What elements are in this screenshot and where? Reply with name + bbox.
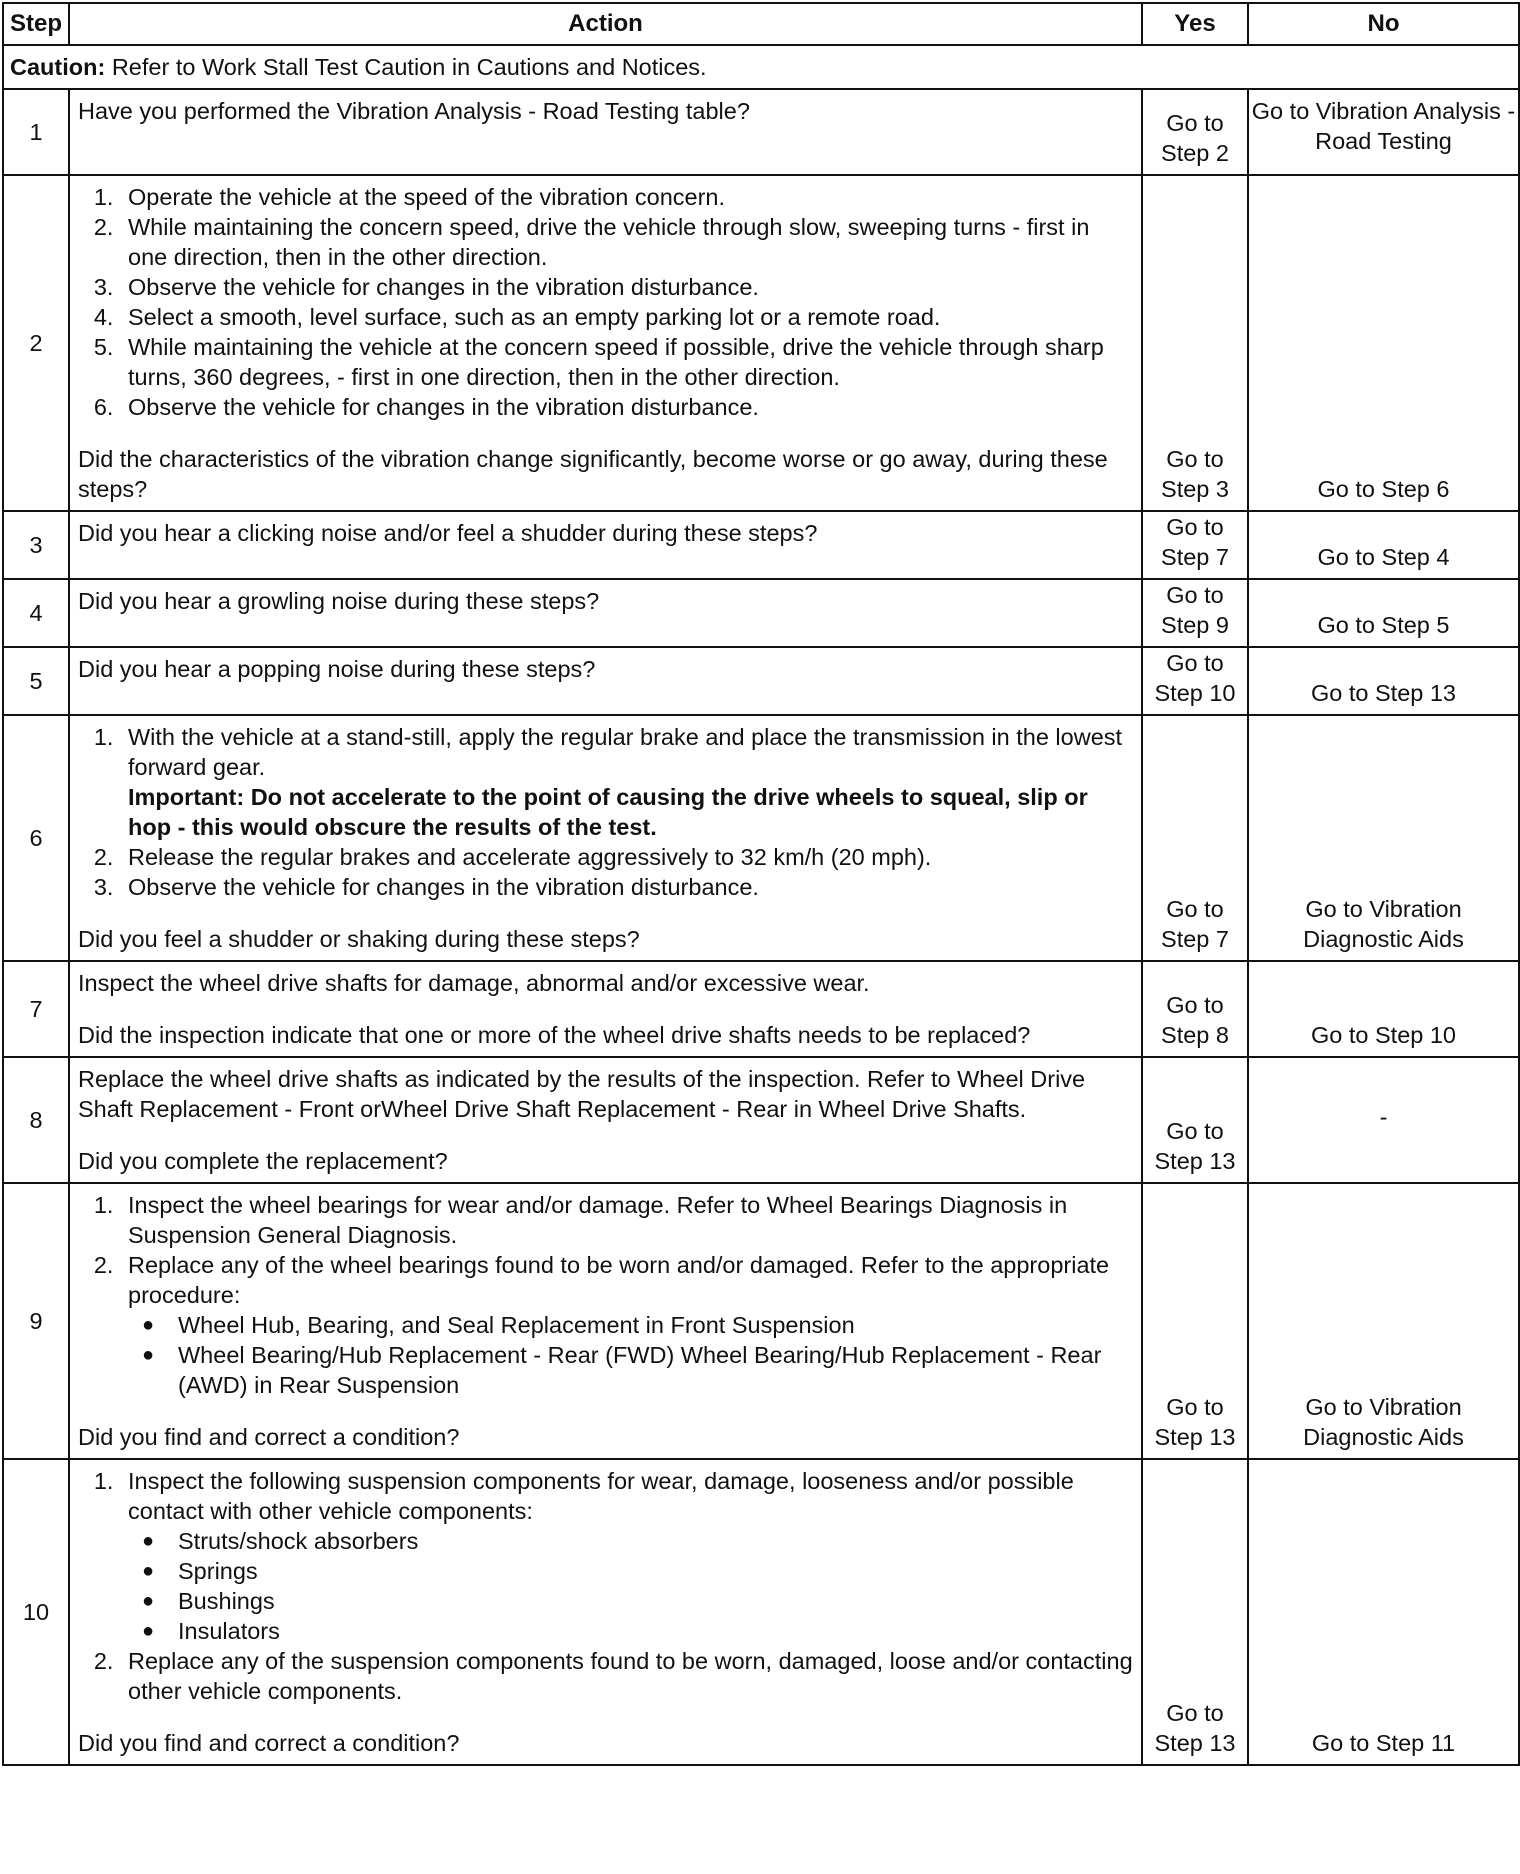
question-text: Did you complete the replacement?: [78, 1148, 448, 1174]
action-cell: [69, 961, 1142, 1057]
list-item: 3. Observe the vehicle for changes in the vibration disturbance.: [120, 272, 1133, 302]
list-item: 5. While maintaining the vehicle at the concern speed if possible, drive the vehicle through sharp turns, 360 degrees, - first in one direction, then in the other direction.: [120, 332, 1133, 392]
step-number: 5: [3, 647, 69, 715]
no-link[interactable]: Go to Step 11: [1248, 1459, 1519, 1765]
list-item-text: 1. With the vehicle at a stand-still, apply the regular brake and place the transmission in the lowest forward gear.: [128, 724, 1123, 780]
yes-link[interactable]: Go to Step 13: [1142, 1183, 1248, 1459]
no-link[interactable]: Go to Vibration Diagnostic Aids: [1248, 715, 1519, 961]
header-no: No: [1248, 3, 1519, 45]
step-number: 9: [3, 1183, 69, 1459]
yes-link[interactable]: Go to Step 10: [1142, 647, 1248, 715]
yes-link[interactable]: Go to Step 13: [1142, 1459, 1248, 1765]
bullet-item: ● Struts/shock absorbers: [170, 1526, 1133, 1556]
action-cell: [69, 1183, 1142, 1459]
procedure-list: [78, 1466, 1133, 1706]
step-number: 4: [3, 579, 69, 647]
bullet-list: [128, 1526, 1133, 1646]
step-number: 7: [3, 961, 69, 1057]
list-item: 2. Release the regular brakes and accelerate aggressively to 32 km/h (20 mph).: [120, 842, 1133, 872]
bullet-list: [128, 1310, 1133, 1400]
question-text: Did you hear a growling noise during these steps?: [78, 588, 600, 614]
yes-link[interactable]: Go to Step 7: [1142, 511, 1248, 579]
header-yes: Yes: [1142, 3, 1248, 45]
header-step: Step: [3, 3, 69, 45]
question-text: Have you performed the Vibration Analysis - Road Testing table?: [78, 98, 750, 124]
table-row: [3, 1057, 1519, 1183]
bullet-item: ● Insulators: [170, 1616, 1133, 1646]
action-cell: [69, 511, 1142, 579]
no-link[interactable]: Go to Step 6: [1248, 175, 1519, 511]
caution-label: Caution:: [10, 54, 106, 80]
procedure-list: [78, 182, 1133, 422]
yes-link[interactable]: Go to Step 13: [1142, 1057, 1248, 1183]
list-item: 2. Replace any of the suspension components found to be worn, damaged, loose and/or contacting other vehicle components.: [120, 1646, 1133, 1706]
list-item-text: 2. Replace any of the wheel bearings found to be worn and/or damaged. Refer to the appropriate procedure:: [128, 1252, 1110, 1308]
table-row: [3, 579, 1519, 647]
question-text: Did you feel a shudder or shaking during these steps?: [78, 926, 640, 952]
step-number: 8: [3, 1057, 69, 1183]
action-cell: [69, 647, 1142, 715]
table-row: [3, 961, 1519, 1057]
bullet-item: ● Wheel Hub, Bearing, and Seal Replacement in Front Suspension: [170, 1310, 1133, 1340]
instruction-text: Inspect the wheel drive shafts for damage, abnormal and/or excessive wear.: [78, 970, 870, 996]
list-item: [120, 722, 1133, 842]
step-number: 2: [3, 175, 69, 511]
yes-link[interactable]: Go to Step 7: [1142, 715, 1248, 961]
step-number: 1: [3, 89, 69, 175]
list-item: [120, 1250, 1133, 1400]
bullet-item: ● Wheel Bearing/Hub Replacement - Rear (FWD) Wheel Bearing/Hub Replacement - Rear (AWD) in Rear Suspension: [170, 1340, 1133, 1400]
question-text: Did you hear a popping noise during these steps?: [78, 656, 596, 682]
yes-link[interactable]: Go to Step 3: [1142, 175, 1248, 511]
no-link[interactable]: Go to Vibration Analysis - Road Testing: [1248, 89, 1519, 175]
table-row: [3, 89, 1519, 175]
action-cell: [69, 1057, 1142, 1183]
list-item: 4. Select a smooth, level surface, such as an empty parking lot or a remote road.: [120, 302, 1133, 332]
no-link[interactable]: Go to Vibration Diagnostic Aids: [1248, 1183, 1519, 1459]
important-note: Important: Do not accelerate to the point of causing the drive wheels to squeal, slip or hop - this would obscure the results of the test.: [128, 784, 1088, 840]
table-row: [3, 647, 1519, 715]
table-row: [3, 1183, 1519, 1459]
question-text: Did you find and correct a condition?: [78, 1424, 460, 1450]
action-cell: [69, 579, 1142, 647]
list-item-text: 1. Inspect the following suspension components for wear, damage, looseness and/or possible contact with other vehicle components:: [128, 1468, 1074, 1524]
procedure-list: [78, 1190, 1133, 1400]
table-row: [3, 1459, 1519, 1765]
table-row: [3, 175, 1519, 511]
caution-row: [3, 45, 1519, 89]
no-link[interactable]: Go to Step 4: [1248, 511, 1519, 579]
list-item: 3. Observe the vehicle for changes in the vibration disturbance.: [120, 872, 1133, 902]
action-cell: [69, 1459, 1142, 1765]
list-item: 6. Observe the vehicle for changes in the vibration disturbance.: [120, 392, 1133, 422]
yes-link[interactable]: Go to Step 9: [1142, 579, 1248, 647]
list-item: 1. Inspect the wheel bearings for wear and/or damage. Refer to Wheel Bearings Diagnosis in Suspension General Diagnosis.: [120, 1190, 1133, 1250]
no-link[interactable]: Go to Step 13: [1248, 647, 1519, 715]
step-number: 10: [3, 1459, 69, 1765]
list-item: 2. While maintaining the concern speed, drive the vehicle through slow, sweeping turns - first in one direction, then in the other direction.: [120, 212, 1133, 272]
list-item: 1. Operate the vehicle at the speed of the vibration concern.: [120, 182, 1133, 212]
header-row: [3, 3, 1519, 45]
action-cell: [69, 175, 1142, 511]
table-row: [3, 511, 1519, 579]
question-text: Did the inspection indicate that one or more of the wheel drive shafts needs to be replaced?: [78, 1022, 1031, 1048]
bullet-item: ● Bushings: [170, 1586, 1133, 1616]
caution-text: Refer to Work Stall Test Caution in Cautions and Notices.: [105, 54, 707, 80]
yes-link[interactable]: Go to Step 8: [1142, 961, 1248, 1057]
step-number: 3: [3, 511, 69, 579]
diagnostic-table: [2, 2, 1520, 1766]
no-value: -: [1248, 1057, 1519, 1183]
list-item: [120, 1466, 1133, 1646]
action-cell: [69, 89, 1142, 175]
instruction-text: Replace the wheel drive shafts as indicated by the results of the inspection. Refer to Wheel Drive Shaft Replacement - Front orWheel Drive Shaft Replacement - Rear in Wheel Drive Shafts.: [78, 1066, 1086, 1122]
question-text: Did the characteristics of the vibration change significantly, become worse or go away, during these steps?: [78, 446, 1108, 502]
action-cell: [69, 715, 1142, 961]
table-row: [3, 715, 1519, 961]
step-number: 6: [3, 715, 69, 961]
header-action: Action: [69, 3, 1142, 45]
procedure-list: [78, 722, 1133, 902]
question-text: Did you find and correct a condition?: [78, 1730, 460, 1756]
yes-link[interactable]: Go to Step 2: [1142, 89, 1248, 175]
bullet-item: ● Springs: [170, 1556, 1133, 1586]
no-link[interactable]: Go to Step 10: [1248, 961, 1519, 1057]
caution-cell: [3, 45, 1519, 89]
question-text: Did you hear a clicking noise and/or feel a shudder during these steps?: [78, 520, 818, 546]
no-link[interactable]: Go to Step 5: [1248, 579, 1519, 647]
